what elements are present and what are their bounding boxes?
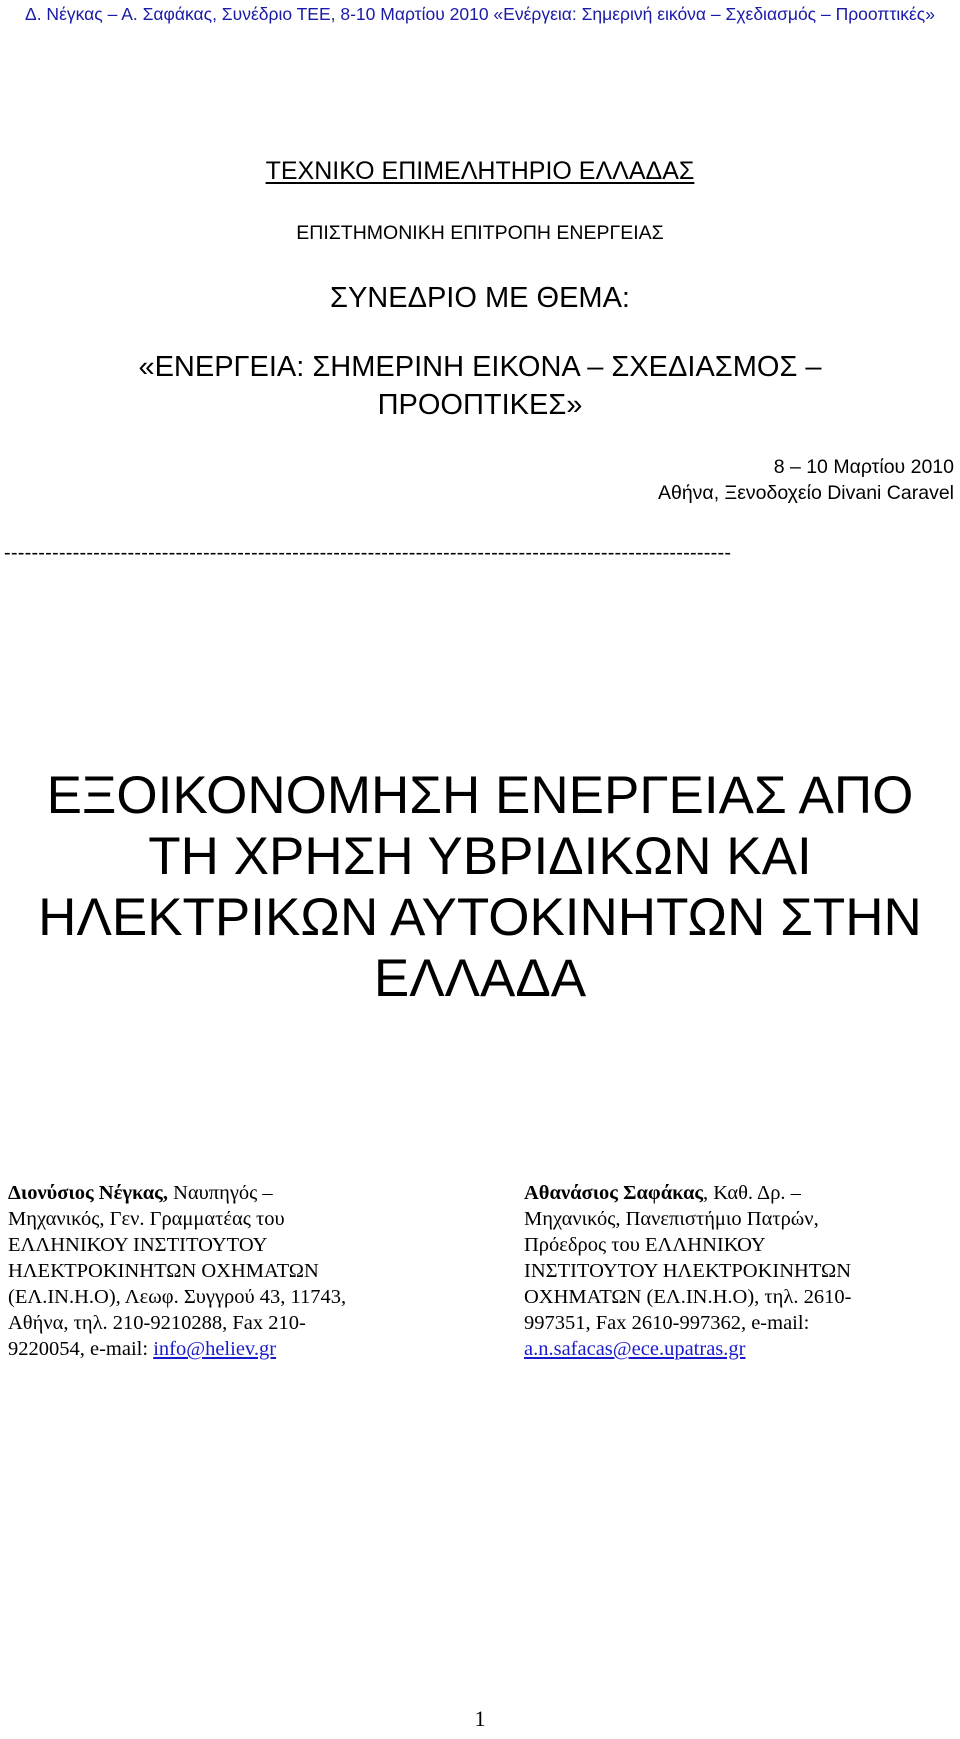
conference-title: ΣΥΝΕΔΡΙΟ ΜΕ ΘΕΜΑ:: [330, 282, 630, 314]
conference-venue: Αθήνα, Ξενοδοχείο Divani Caravel: [657, 482, 954, 504]
committee-name: ΕΠΙΣΤΗΜΟΝΙΚΗ ΕΠΙΤΡΟΠΗ ΕΝΕΡΓΕΙΑΣ: [296, 222, 664, 244]
paper-title-line: ΗΛΕΚΤΡΙΚΩΝ ΑΥΤΟΚΙΝΗΤΩΝ ΣΤΗΝ: [38, 888, 922, 947]
author-right-name: Αθανάσιος Σαφάκας: [524, 1182, 704, 1204]
author-left-email-link[interactable]: info@heliev.gr: [153, 1338, 277, 1360]
author-left-line: ΗΛΕΚΤΡΟΚΙΝΗΤΩΝ ΟΧΗΜΑΤΩΝ: [8, 1260, 319, 1282]
author-left-title: Ναυπηγός –: [167, 1182, 273, 1204]
author-right-line: Μηχανικός, Πανεπιστήμιο Πατρών,: [524, 1208, 819, 1230]
author-left-line: [8, 1180, 458, 1206]
paper-title-line: ΕΛΛΑΔΑ: [373, 949, 587, 1008]
author-block-left: [8, 1180, 458, 1362]
author-right-line: 997351, Fax 2610-997362, e-mail:: [524, 1312, 810, 1334]
paper-title: [0, 765, 960, 1009]
author-right-line: Πρόεδρος του ΕΛΛΗΝΙΚΟΥ: [524, 1234, 766, 1256]
conference-theme-line1: «ΕΝΕΡΓΕΙΑ: ΣΗΜΕΡΙΝΗ ΕΙΚΟΝΑ – ΣΧΕΔΙΑΣΜΟΣ –: [138, 351, 822, 383]
author-right-title: , Καθ. Δρ. –: [703, 1182, 801, 1204]
author-left-line: (ΕΛ.ΙΝ.Η.Ο), Λεωφ. Συγγρού 43, 11743,: [8, 1286, 347, 1308]
author-left-line: ΕΛΛΗΝΙΚΟΥ ΙΝΣΤΙΤΟΥΤΟΥ: [8, 1234, 268, 1256]
author-right-line: [524, 1180, 954, 1206]
dashed-separator: ----------------------------------------------------------------------------------------------------------: [4, 542, 732, 564]
author-block-right: [524, 1180, 954, 1362]
page-number: 1: [474, 1706, 486, 1731]
paper-title-line: ΤΗ ΧΡΗΣΗ ΥΒΡΙΔΙΚΩΝ ΚΑΙ: [148, 827, 812, 886]
organization-name: ΤΕΧΝΙΚΟ ΕΠΙΜΕΛΗΤΗΡΙΟ ΕΛΛΑΔΑΣ: [265, 157, 695, 185]
author-left-line: Μηχανικός, Γεν. Γραμματέας του: [8, 1208, 285, 1230]
author-right-line: [524, 1336, 954, 1362]
conference-dates: 8 – 10 Μαρτίου 2010: [773, 456, 954, 478]
author-left-email-label: 9220054, e-mail:: [8, 1338, 154, 1360]
author-left-name: Διονύσιος Νέγκας,: [8, 1182, 168, 1204]
author-right-line: ΟΧΗΜΑΤΩΝ (ΕΛ.ΙΝ.Η.Ο), τηλ. 2610-: [524, 1286, 852, 1308]
paper-title-line: ΕΞΟΙΚΟΝΟΜΗΣΗ ΕΝΕΡΓΕΙΑΣ ΑΠΟ: [46, 766, 914, 825]
conference-theme-line2: ΠΡΟΟΠΤΙΚΕΣ»: [377, 389, 583, 421]
running-header: Δ. Νέγκας – Α. Σαφάκας, Συνέδριο ΤΕΕ, 8-10 Μαρτίου 2010 «Ενέργεια: Σημερινή εικόνα – Σχεδιασμός – Προοπτικές»: [25, 4, 935, 24]
author-right-line: ΙΝΣΤΙΤΟΥΤΟΥ ΗΛΕΚΤΡΟΚΙΝΗΤΩΝ: [524, 1260, 852, 1282]
author-right-email-link[interactable]: a.n.safacas@ece.upatras.gr: [524, 1338, 746, 1360]
author-left-line: [8, 1336, 458, 1362]
author-left-line: Αθήνα, τηλ. 210-9210288, Fax 210-: [8, 1312, 306, 1334]
